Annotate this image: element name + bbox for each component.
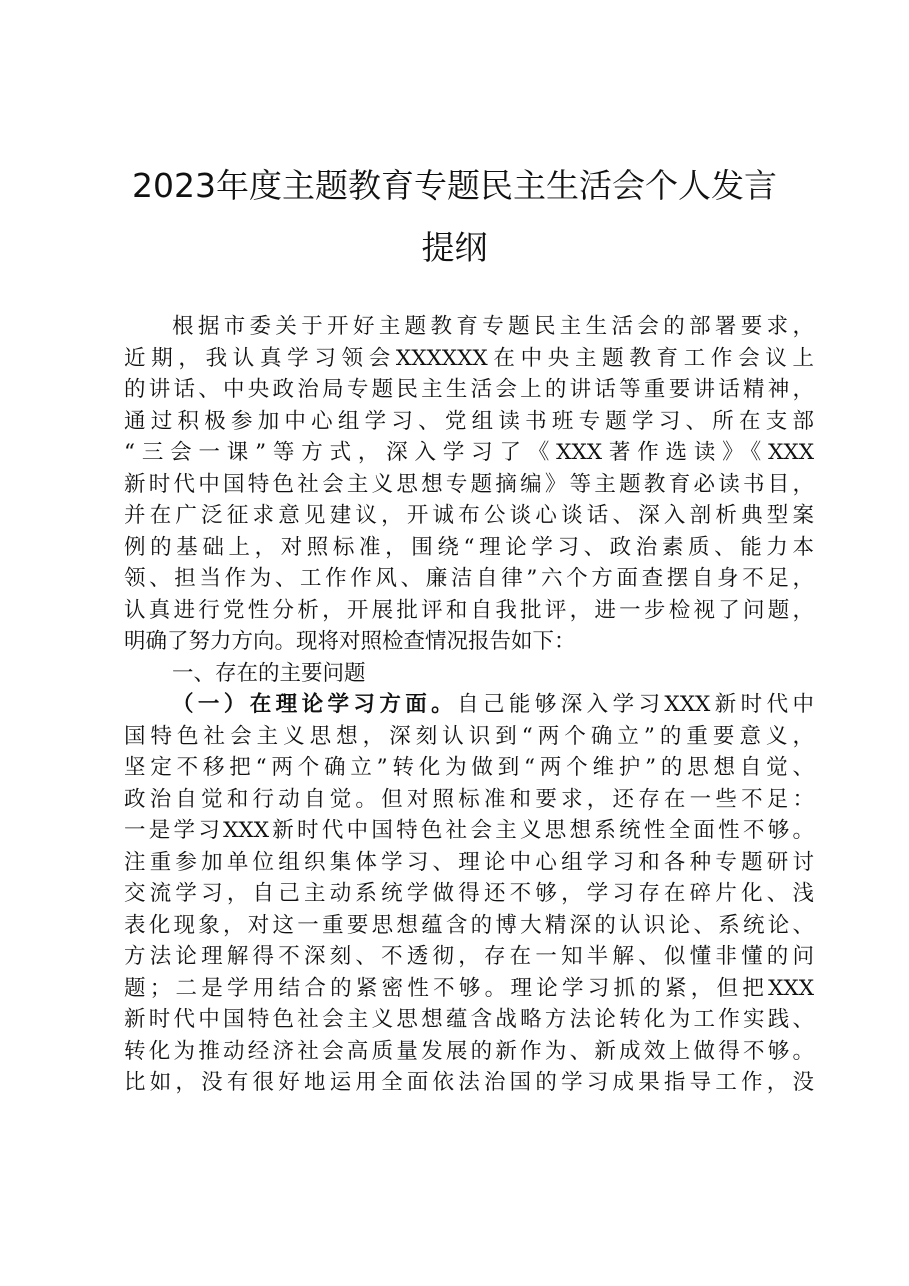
paragraph-line: 新时代中国特色社会主义思想蕴含战略方法论转化为工作实践、: [124, 1007, 814, 1032]
paragraph-line: 表化现象，对这一重要思想蕴含的博大精深的认识论、系统论、: [124, 912, 814, 938]
paragraph-line: 的讲话、中央政治局专题民主生活会上的讲话等重要讲话精神，: [124, 377, 814, 402]
paragraph-line: 认真进行党性分析，开展批评和自我批评，进一步检视了问题，: [124, 597, 814, 623]
subsection-first-text: 自己能够深入学习XXX新时代中: [457, 692, 814, 717]
paragraph-line: 根据市委关于开好主题教育专题民主生活会的部署要求，: [172, 314, 814, 339]
paragraph-line: 方法论理解得不深刻、不透彻，存在一知半解、似懂非懂的问: [124, 944, 814, 969]
subsection-label: （一）在理论学习方面。: [172, 692, 458, 717]
paragraph-line: 明确了努力方向。现将对照检查情况报告如下：: [124, 629, 576, 654]
paragraph-line: 题；二是学用结合的紧密性不够。理论学习抓的紧，但把XXX: [124, 975, 814, 1001]
paragraph-line: 通过积极参加中心组学习、党组读书班专题学习、所在支部: [124, 408, 814, 434]
paragraph-line: 交流学习，自己主动系统学做得还不够，学习存在碎片化、浅: [124, 881, 814, 906]
section-heading: 一、存在的主要问题: [172, 660, 366, 686]
document-body: [124, 311, 814, 1099]
paragraph-line: 一是学习XXX新时代中国特色社会主义思想系统性全面性不够。: [124, 818, 814, 843]
paragraph-line: 坚定不移把“两个确立”转化为做到“两个维护”的思想自觉、: [124, 755, 814, 780]
paragraph-line: 转化为推动经济社会高质量发展的新作为、新成效上做得不够。: [124, 1038, 814, 1064]
paragraph-line: 政治自觉和行动自觉。但对照标准和要求，还存在一些不足：: [124, 786, 814, 812]
document-title-line-2: 提纲: [421, 228, 488, 267]
paragraph-line: 近期，我认真学习领会XXXXXX在中央主题教育工作会议上: [124, 345, 814, 371]
paragraph-line: 注重参加单位组织集体学习、理论中心组学习和各种专题研讨: [124, 849, 814, 875]
paragraph-line: 比如，没有很好地运用全面依法治国的学习成果指导工作，没: [124, 1070, 814, 1095]
document-title-line-1: 2023年度主题教育专题民主生活会个人发言: [132, 166, 777, 205]
paragraph-line: 例的基础上，对照标准，围绕“理论学习、政治素质、能力本: [124, 534, 814, 560]
paragraph-line: 新时代中国特色社会主义思想专题摘编》等主题教育必读书目，: [124, 471, 814, 497]
paragraph-line: 并在广泛征求意见建议，开诚布公谈心谈话、深入剖析典型案: [124, 503, 814, 528]
paragraph-line: 领、担当作为、工作作风、廉洁自律”六个方面查摆自身不足，: [124, 566, 814, 591]
paragraph-line: 国特色社会主义思想，深刻认识到“两个确立”的重要意义，: [124, 723, 814, 749]
subsection-first-line: [124, 689, 814, 721]
paragraph-line: “三会一课”等方式，深入学习了《XXX著作选读》《XXX: [124, 440, 814, 465]
